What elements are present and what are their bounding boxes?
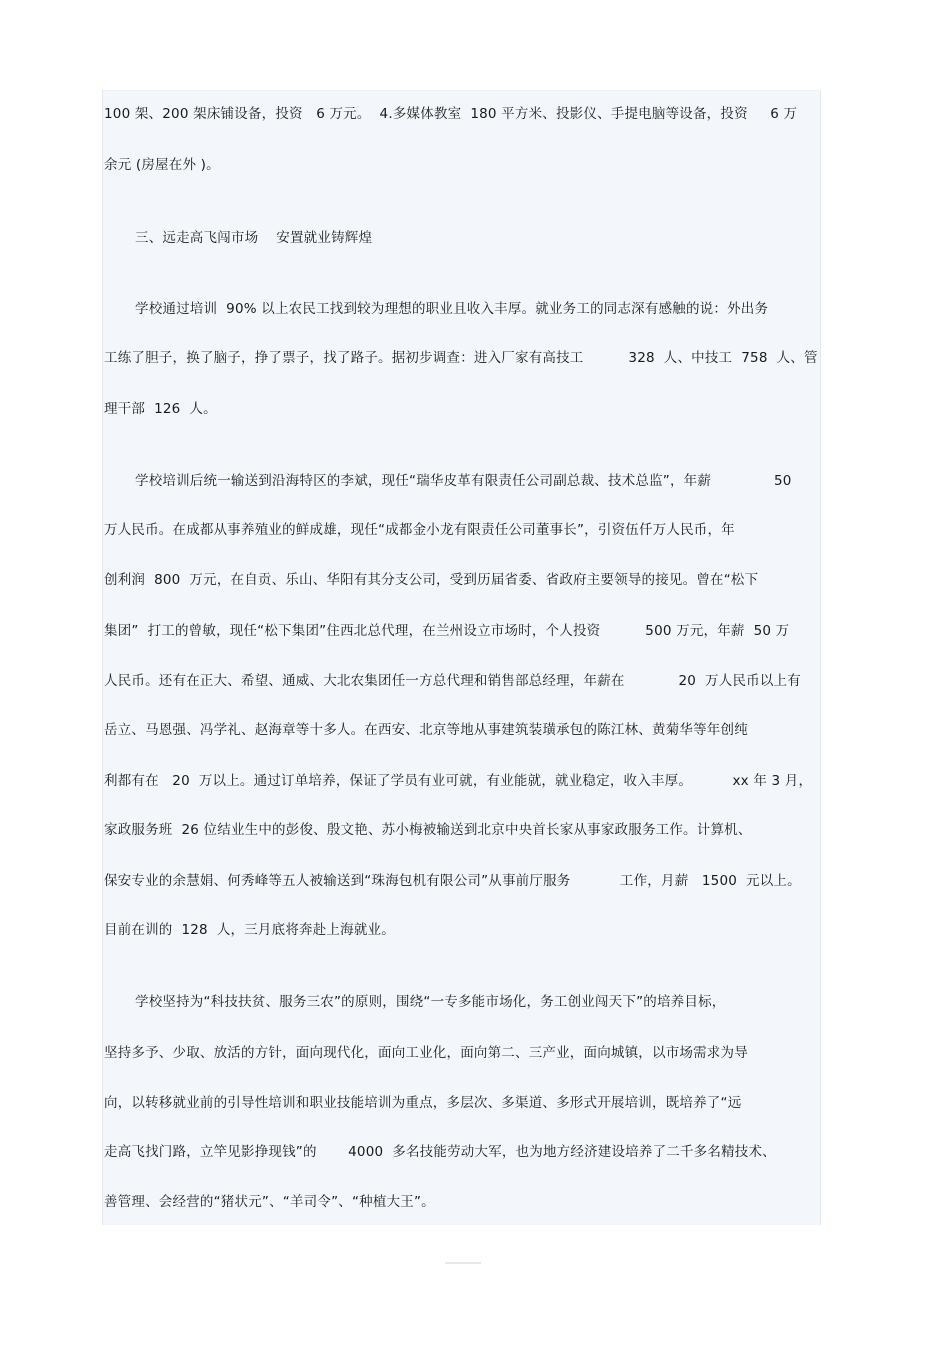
text-line: 向，以转移就业前的引导性培训和职业技能培训为重点，多层次、多渠道、多形式开展培训，既培养了“远	[104, 1095, 742, 1111]
text-line: 学校通过培训 90% 以上农民工找到较为理想的职业且收入丰厚。就业务工的同志深有感触的说：外出务	[135, 301, 769, 317]
page-footer-divider	[445, 1262, 481, 1264]
text-line: 岳立、马恩强、冯学礼、赵海章等十多人。在西安、北京等地从事建筑装璜承包的陈江林、黄菊华等年创纯	[104, 722, 748, 738]
text-line: 人民币。还有在正大、希望、通威、大北农集团任一方总代理和销售部总经理，年薪在 20 万人民币以上有	[104, 673, 801, 689]
text-line: 学校坚持为“科技扶贫、服务三农”的原则，围绕“一专多能市场化，务工创业闯天下”的培养目标，	[135, 994, 726, 1010]
text-line: 集团” 打工的曾敏，现任“松下集团”住西北总代理，在兰州设立市场时，个人投资 500 万元，年薪 50 万	[104, 623, 790, 639]
text-line: 利都有在 20 万以上。通过订单培养，保证了学员有业可就，有业能就，就业稳定，收入丰厚。 xx 年 3 月，	[104, 773, 813, 789]
text-line: 余元 (房屋在外 )。	[104, 157, 220, 173]
text-line: 理干部 126 人。	[104, 401, 217, 417]
section-heading: 三、远走高飞闯市场 安置就业铸辉煌	[135, 230, 373, 246]
text-line: 工练了胆子，换了脑子，挣了票子，找了路子。据初步调查：进入厂家有高技工 328 人、中技工 758 人、管	[104, 350, 818, 366]
text-line: 坚持多予、少取、放活的方针，面向现代化，面向工业化，面向第二、三产业，面向城镇，以市场需求为导	[104, 1045, 748, 1061]
text-line: 100 架、200 架床铺设备，投资 6 万元。 4.多媒体教室 180 平方米、投影仪、手提电脑等设备，投资 6 万	[104, 106, 798, 122]
text-line: 万人民币。在成都从事养殖业的鲜成雄，现任“成都金小龙有限责任公司董事长”，引资伍仟万人民币，年	[104, 522, 735, 538]
text-line: 善管理、会经营的“猪状元”、“羊司令”、“种植大王”。	[104, 1194, 435, 1210]
text-line: 目前在训的 128 人，三月底将奔赴上海就业。	[104, 922, 395, 938]
text-line: 家政服务班 26 位结业生中的彭俊、殷文艳、苏小梅被输送到北京中央首长家从事家政服务工作。计算机、	[104, 822, 752, 838]
text-line: 走高飞找门路，立竿见影挣现钱”的 4000 多名技能劳动大军，也为地方经济建设培养了二千多名精技术、	[104, 1144, 776, 1160]
text-line: 保安专业的余慧娟、何秀峰等五人被输送到“珠海包机有限公司”从事前厅服务 工作，月薪 1500 元以上。	[104, 873, 801, 889]
text-line: 创利润 800 万元，在自贡、乐山、华阳有其分支公司，受到历届省委、省政府主要领导的接见。曾在“松下	[104, 572, 759, 588]
text-line: 学校培训后统一输送到沿海特区的李斌，现任“瑞华皮革有限责任公司副总裁、技术总监”，年薪 50	[135, 473, 792, 489]
